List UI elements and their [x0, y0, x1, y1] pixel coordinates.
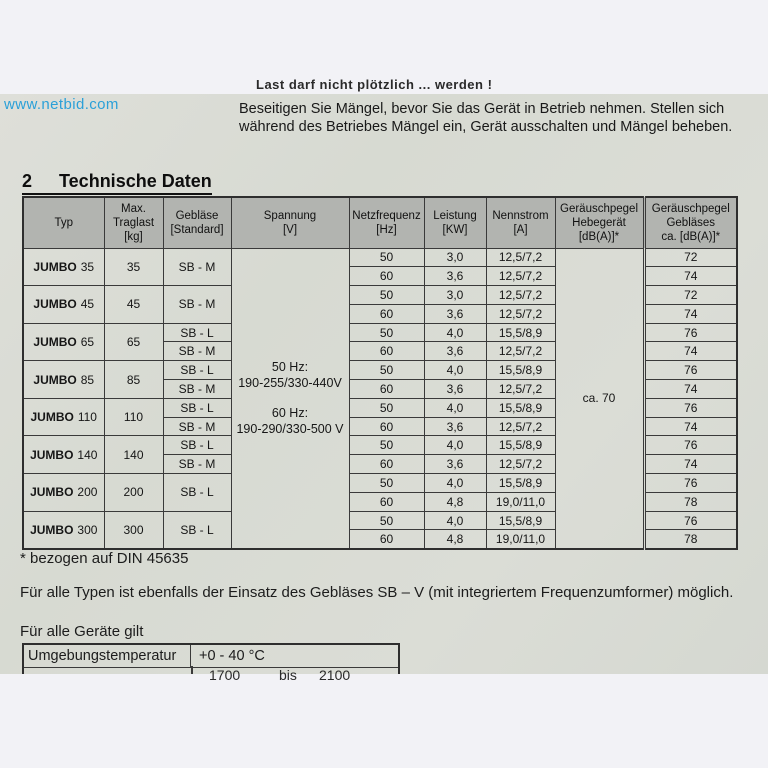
current-cell: 12,5/7,2 [486, 455, 555, 474]
blower-cell: SB - L [163, 474, 231, 512]
power-cell: 4,0 [424, 436, 486, 455]
current-cell: 12,5/7,2 [486, 267, 555, 286]
section-heading [22, 171, 212, 195]
blower-noise-cell: 74 [644, 342, 737, 361]
power-cell: 4,8 [424, 492, 486, 511]
freq-cell: 60 [349, 492, 424, 511]
power-cell: 3,6 [424, 267, 486, 286]
spec-table [22, 196, 738, 550]
clipped-warning-text: Last darf nicht plötzlich ... werden ! [256, 77, 493, 92]
ambient-label: Umgebungstemperatur [24, 645, 191, 667]
model-cell: JUMBO 85 [23, 361, 104, 399]
column-divider [191, 666, 193, 674]
safety-notice [239, 101, 739, 136]
header-pegel-geblaese: Geräuschpegel Gebläses ca. [dB(A)]* [644, 197, 737, 248]
current-cell: 15,5/8,9 [486, 361, 555, 380]
power-cell: 4,0 [424, 361, 486, 380]
load-cell: 140 [104, 436, 163, 474]
current-cell: 12,5/7,2 [486, 286, 555, 305]
blower-cell: SB - M [163, 380, 231, 399]
current-cell: 12,5/7,2 [486, 342, 555, 361]
load-cell: 300 [104, 511, 163, 549]
current-cell: 12,5/7,2 [486, 304, 555, 323]
current-cell: 12,5/7,2 [486, 380, 555, 399]
header-leistung: Leistung [KW] [424, 197, 486, 248]
freq-cell: 50 [349, 474, 424, 493]
safety-notice-line1: Beseitigen Sie Mängel, bevor Sie das Gerät in Betrieb nehmen. Stellen sich [239, 101, 725, 117]
current-cell: 19,0/11,0 [486, 530, 555, 549]
freq-cell: 60 [349, 342, 424, 361]
blower-noise-cell: 76 [644, 511, 737, 530]
blower-cell: SB - L [163, 361, 231, 380]
ambient-table [22, 643, 400, 668]
freq-cell: 60 [349, 455, 424, 474]
header-typ: Typ [23, 197, 104, 248]
load-cell: 85 [104, 361, 163, 399]
note-all-types: Für alle Typen ist ebenfalls der Einsatz des Gebläses SB – V (mit integriertem Frequenzumformer) möglich. [20, 584, 734, 601]
blower-noise-cell: 76 [644, 361, 737, 380]
header-netzfrequenz: Netzfrequenz [Hz] [349, 197, 424, 248]
load-cell: 65 [104, 323, 163, 361]
blower-cell: SB - L [163, 436, 231, 455]
freq-cell: 60 [349, 304, 424, 323]
freq-cell: 50 [349, 361, 424, 380]
blower-noise-cell: 74 [644, 267, 737, 286]
section-title: Technische Daten [59, 171, 212, 191]
clipped-warning-line [256, 77, 586, 94]
blower-cell: SB - L [163, 398, 231, 417]
power-cell: 3,6 [424, 380, 486, 399]
blower-noise-cell: 76 [644, 436, 737, 455]
model-cell: JUMBO 110 [23, 398, 104, 436]
power-cell: 3,6 [424, 417, 486, 436]
voltage-cell: 50 Hz: 190-255/330-440V 60 Hz: 190-290/330-500 V [231, 248, 349, 549]
current-cell: 15,5/8,9 [486, 511, 555, 530]
blower-noise-cell: 74 [644, 417, 737, 436]
header-spannung: Spannung [V] [231, 197, 349, 248]
power-cell: 4,8 [424, 530, 486, 549]
lifter-noise-cell: ca. 70 [555, 248, 644, 549]
current-cell: 15,5/8,9 [486, 436, 555, 455]
freq-cell: 50 [349, 398, 424, 417]
model-cell: JUMBO 45 [23, 286, 104, 324]
table-row [24, 645, 398, 667]
freq-cell: 60 [349, 267, 424, 286]
freq-cell: 50 [349, 286, 424, 305]
freq-cell: 60 [349, 380, 424, 399]
current-cell: 12,5/7,2 [486, 417, 555, 436]
blower-cell: SB - M [163, 455, 231, 474]
freq-cell: 60 [349, 417, 424, 436]
header-geblaese: Gebläse [Standard] [163, 197, 231, 248]
load-cell: 110 [104, 398, 163, 436]
blower-noise-cell: 72 [644, 248, 737, 267]
blower-cell: SB - M [163, 417, 231, 436]
watermark-netbid: www.netbid.com [4, 96, 119, 113]
freq-cell: 50 [349, 511, 424, 530]
blower-noise-cell: 74 [644, 455, 737, 474]
din-footnote: * bezogen auf DIN 45635 [20, 550, 189, 567]
current-cell: 15,5/8,9 [486, 398, 555, 417]
blower-noise-cell: 76 [644, 398, 737, 417]
ambient-value: +0 - 40 °C [199, 648, 265, 664]
current-cell: 19,0/11,0 [486, 492, 555, 511]
power-cell: 3,0 [424, 248, 486, 267]
load-cell: 200 [104, 474, 163, 512]
blower-cell: SB - L [163, 323, 231, 342]
blower-noise-cell: 72 [644, 286, 737, 305]
model-cell: JUMBO 65 [23, 323, 104, 361]
header-traglast: Max. Traglast [kg] [104, 197, 163, 248]
current-cell: 15,5/8,9 [486, 474, 555, 493]
power-cell: 4,0 [424, 323, 486, 342]
clipped-bottom-row: 1700 bis 2100 [22, 666, 400, 674]
blower-noise-cell: 74 [644, 380, 737, 399]
freq-cell: 50 [349, 248, 424, 267]
model-cell: JUMBO 35 [23, 248, 104, 286]
load-cell: 35 [104, 248, 163, 286]
power-cell: 4,0 [424, 398, 486, 417]
power-cell: 4,0 [424, 474, 486, 493]
power-cell: 3,6 [424, 342, 486, 361]
model-cell: JUMBO 300 [23, 511, 104, 549]
load-cell: 45 [104, 286, 163, 324]
blower-cell: SB - M [163, 286, 231, 324]
safety-notice-line2: während des Betriebes Mängel ein, Gerät ausschalten und Mängel beheben. [239, 118, 733, 135]
blower-noise-cell: 74 [644, 304, 737, 323]
section-number: 2 [22, 171, 33, 191]
blower-cell: SB - M [163, 248, 231, 286]
freq-cell: 50 [349, 436, 424, 455]
power-cell: 3,6 [424, 455, 486, 474]
blower-noise-cell: 78 [644, 492, 737, 511]
blower-noise-cell: 76 [644, 474, 737, 493]
blower-noise-cell: 76 [644, 323, 737, 342]
freq-cell: 60 [349, 530, 424, 549]
current-cell: 12,5/7,2 [486, 248, 555, 267]
spec-header-row [23, 197, 737, 248]
blower-cell: SB - L [163, 511, 231, 549]
current-cell: 15,5/8,9 [486, 323, 555, 342]
note-all-devices: Für alle Geräte gilt [20, 623, 144, 640]
power-cell: 3,6 [424, 304, 486, 323]
model-cell: JUMBO 140 [23, 436, 104, 474]
power-cell: 3,0 [424, 286, 486, 305]
spec-table-wrap [22, 196, 738, 550]
model-cell: JUMBO 200 [23, 474, 104, 512]
blower-noise-cell: 78 [644, 530, 737, 549]
header-pegel-hebegeraet: Geräuschpegel Hebegerät [dB(A)]* [555, 197, 644, 248]
table-row [23, 248, 737, 267]
blower-cell: SB - M [163, 342, 231, 361]
freq-cell: 50 [349, 323, 424, 342]
power-cell: 4,0 [424, 511, 486, 530]
header-nennstrom: Nennstrom [A] [486, 197, 555, 248]
